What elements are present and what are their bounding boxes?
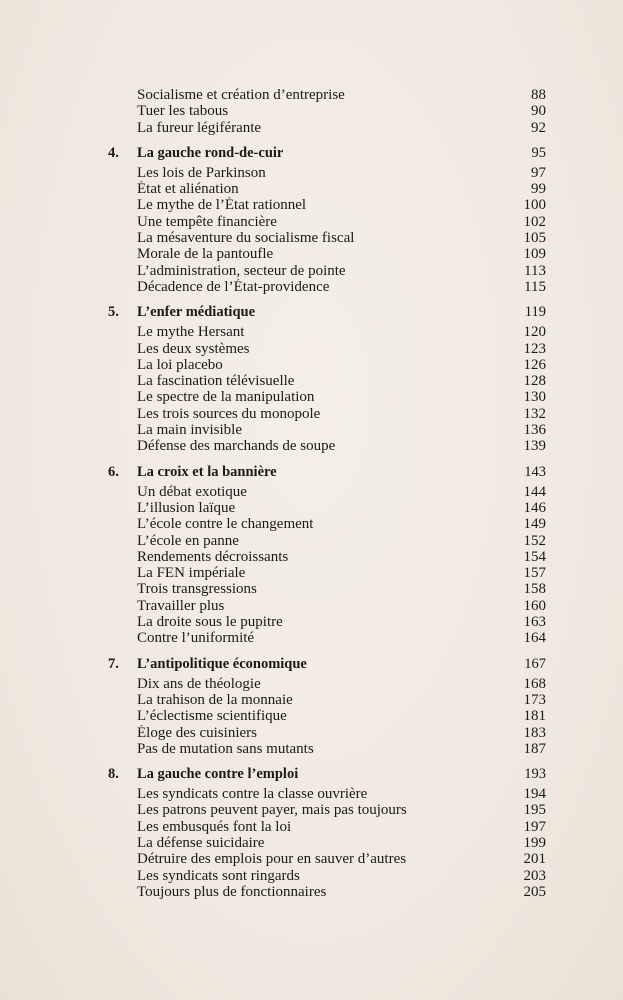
entry-page-number: 168: [523, 675, 546, 692]
toc-section: [108, 766, 546, 900]
entry-page-number: 102: [523, 213, 546, 230]
entry-page-number: 194: [523, 786, 546, 803]
entry-title: La défense suicidaire: [137, 834, 265, 851]
toc-entry: [108, 230, 546, 246]
entry-title: Défense des marchands de soupe: [137, 438, 336, 455]
entry-page-number: 183: [523, 724, 546, 741]
toc-entry: [108, 708, 546, 724]
entry-page-number: 97: [531, 164, 546, 181]
entry-title: Détruire des emplois pour en sauver d’autres: [137, 851, 407, 868]
entry-page-number: 158: [523, 581, 546, 598]
entry-page-number: 99: [531, 181, 546, 198]
toc-entry: [108, 279, 546, 295]
toc-entry: [108, 120, 546, 136]
entry-title: La droite sous le pupitre: [137, 614, 283, 631]
entry-page-number: 187: [523, 740, 546, 757]
entry-title: Pas de mutation sans mutants: [137, 740, 314, 757]
entry-page-number: 109: [523, 246, 546, 263]
entry-title: Les syndicats contre la classe ouvrière: [137, 786, 368, 803]
entry-title: Trois transgressions: [137, 581, 257, 598]
chapter-number: 4.: [108, 144, 119, 161]
toc-entry: [108, 598, 546, 614]
toc-section: [108, 145, 546, 295]
chapter-heading: [108, 145, 546, 162]
entry-page-number: 154: [523, 548, 546, 565]
chapter-heading: [108, 766, 546, 783]
toc-entry: [108, 214, 546, 230]
chapter-page-number: 167: [524, 655, 546, 672]
chapter-page-number: 143: [524, 463, 546, 480]
entry-title: L’école contre le changement: [137, 516, 314, 533]
entry-title: Décadence de l’État-providence: [137, 278, 330, 295]
entry-title: L’illusion laïque: [137, 499, 236, 516]
entry-title: L’administration, secteur de pointe: [137, 262, 346, 279]
entry-title: La trahison de la monnaie: [137, 691, 293, 708]
chapter-title: La croix et la bannière: [137, 463, 277, 480]
chapter-title: L’antipolitique économique: [137, 655, 307, 672]
chapter-number: 8.: [108, 766, 119, 783]
chapter-number: 7.: [108, 655, 119, 672]
toc-entry: [108, 484, 546, 500]
chapter-title: La gauche contre l’emploi: [137, 766, 299, 783]
entry-title: Le mythe Hersant: [137, 324, 245, 341]
entry-title: Une tempête financière: [137, 213, 277, 230]
toc-entry: [108, 263, 546, 279]
toc-entry: [108, 819, 546, 835]
entry-page-number: 164: [523, 630, 546, 647]
toc-entry: [108, 581, 546, 597]
entry-page-number: 203: [523, 867, 546, 884]
toc-entry: [108, 741, 546, 757]
entry-title: Un débat exotique: [137, 483, 247, 500]
entry-title: La fascination télévisuelle: [137, 373, 295, 390]
entry-title: Les patrons peuvent payer, mais pas toujours: [137, 802, 407, 819]
toc-entry: [108, 565, 546, 581]
toc-entry: [108, 357, 546, 373]
entry-title: Travailler plus: [137, 597, 225, 614]
entry-title: L’éclectisme scientifique: [137, 708, 287, 725]
entry-title: La fureur légiférante: [137, 119, 262, 136]
entry-page-number: 105: [523, 230, 546, 247]
entry-page-number: 152: [523, 532, 546, 549]
entry-title: Les syndicats sont ringards: [137, 867, 300, 884]
toc-entry: [108, 422, 546, 438]
entry-title: État et aliénation: [137, 181, 239, 198]
entry-title: Tuer les tabous: [137, 103, 229, 120]
toc-entry: [108, 835, 546, 851]
entry-page-number: 149: [523, 516, 546, 533]
toc-entry: [108, 246, 546, 262]
entry-title: Contre l’uniformité: [137, 630, 255, 647]
entry-page-number: 90: [531, 103, 546, 120]
entry-page-number: 100: [523, 197, 546, 214]
entry-title: La loi placebo: [137, 356, 223, 373]
toc-entry: [108, 516, 546, 532]
chapter-number: 6.: [108, 463, 119, 480]
entry-page-number: 120: [523, 324, 546, 341]
toc-entry: [108, 868, 546, 884]
entry-title: Le mythe de l’État rationnel: [137, 197, 307, 214]
toc-entry: [108, 549, 546, 565]
toc-entry: [108, 884, 546, 900]
entry-page-number: 163: [523, 614, 546, 631]
entry-title: Morale de la pantoufle: [137, 246, 274, 263]
entry-title: Socialisme et création d’entreprise: [137, 87, 345, 103]
entry-page-number: 139: [523, 438, 546, 455]
toc-entry: [108, 725, 546, 741]
toc-section: [108, 656, 546, 757]
entry-title: La main invisible: [137, 422, 242, 439]
entry-title: Les trois sources du monopole: [137, 405, 321, 422]
chapter-page-number: 119: [524, 304, 546, 321]
toc-entry: [108, 500, 546, 516]
entry-page-number: 132: [523, 405, 546, 422]
entry-title: Rendements décroissants: [137, 548, 289, 565]
entry-page-number: 144: [523, 483, 546, 500]
toc-entry: [108, 692, 546, 708]
entry-title: La mésaventure du socialisme fiscal: [137, 230, 355, 247]
entry-page-number: 92: [531, 119, 546, 136]
entry-title: La FEN impériale: [137, 565, 246, 582]
chapter-title: La gauche rond-de-cuir: [137, 144, 284, 161]
table-of-contents: [108, 87, 546, 909]
entry-page-number: 123: [523, 340, 546, 357]
entry-page-number: 136: [523, 422, 546, 439]
toc-entry: [108, 614, 546, 630]
entry-title: Toujours plus de fonctionnaires: [137, 883, 327, 900]
chapter-number: 5.: [108, 304, 119, 321]
toc-section: [108, 87, 546, 136]
entry-page-number: 181: [523, 708, 546, 725]
entry-page-number: 195: [523, 802, 546, 819]
toc-entry: [108, 103, 546, 119]
toc-entry: [108, 324, 546, 340]
chapter-heading: [108, 304, 546, 321]
toc-entry: [108, 197, 546, 213]
chapter-heading: [108, 656, 546, 673]
toc-entry: [108, 630, 546, 646]
entry-title: Les lois de Parkinson: [137, 164, 266, 181]
entry-page-number: 126: [523, 356, 546, 373]
toc-entry: [108, 389, 546, 405]
entry-page-number: 130: [523, 389, 546, 406]
entry-page-number: 197: [523, 818, 546, 835]
toc-entry: [108, 438, 546, 454]
entry-title: Éloge des cuisiniers: [137, 724, 257, 741]
entry-page-number: 146: [523, 499, 546, 516]
toc-entry: [108, 165, 546, 181]
toc-entry: [108, 533, 546, 549]
chapter-page-number: 193: [524, 766, 546, 783]
entry-page-number: 88: [531, 87, 546, 103]
chapter-page-number: 95: [531, 144, 546, 161]
toc-entry: [108, 181, 546, 197]
entry-title: Les embusqués font la loi: [137, 818, 292, 835]
toc-section: [108, 304, 546, 454]
entry-page-number: 157: [523, 565, 546, 582]
toc-section: [108, 464, 546, 647]
toc-entry: [108, 87, 546, 103]
entry-page-number: 128: [523, 373, 546, 390]
entry-page-number: 113: [524, 262, 546, 279]
toc-entry: [108, 373, 546, 389]
chapter-heading: [108, 464, 546, 481]
toc-entry: [108, 786, 546, 802]
toc-entry: [108, 802, 546, 818]
entry-title: Dix ans de théologie: [137, 675, 261, 692]
toc-entry: [108, 851, 546, 867]
entry-page-number: 173: [523, 691, 546, 708]
entry-page-number: 205: [523, 883, 546, 900]
entry-page-number: 115: [524, 278, 546, 295]
entry-title: Le spectre de la manipulation: [137, 389, 315, 406]
toc-entry: [108, 341, 546, 357]
entry-title: L’école en panne: [137, 532, 239, 549]
entry-page-number: 160: [523, 597, 546, 614]
chapter-title: L’enfer médiatique: [137, 304, 256, 321]
entry-page-number: 201: [523, 851, 546, 868]
toc-entry: [108, 406, 546, 422]
toc-entry: [108, 676, 546, 692]
entry-title: Les deux systèmes: [137, 340, 250, 357]
entry-page-number: 199: [523, 834, 546, 851]
